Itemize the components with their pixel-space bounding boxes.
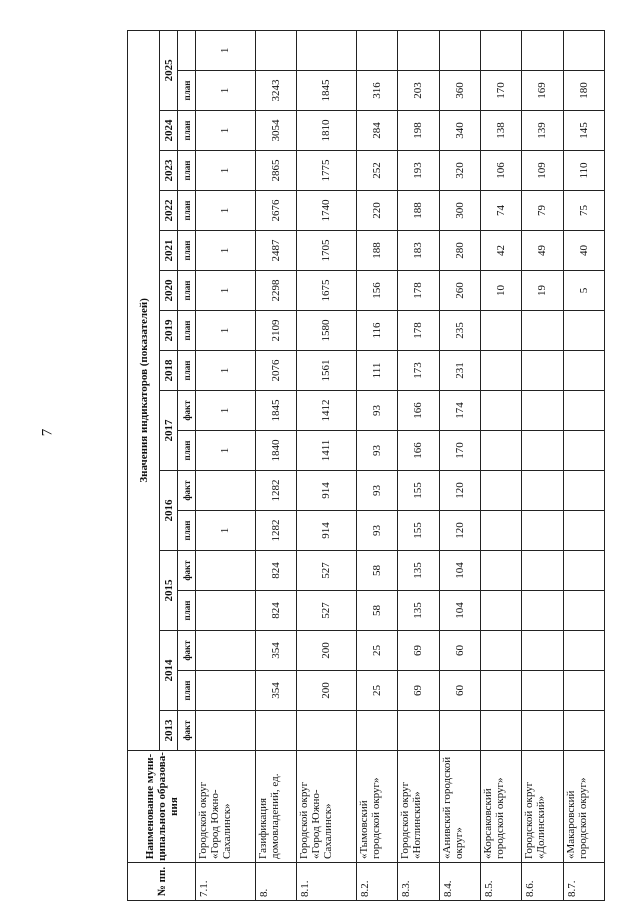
subheader-plan: план bbox=[178, 231, 196, 271]
value-cell bbox=[439, 30, 480, 70]
value-cell: 106 bbox=[480, 151, 521, 191]
value-cell bbox=[480, 391, 521, 431]
value-cell: 284 bbox=[356, 111, 397, 151]
year-2025: 2025 bbox=[160, 30, 178, 110]
value-cell bbox=[480, 591, 521, 631]
value-cell: 1 bbox=[196, 111, 256, 151]
value-cell: 1411 bbox=[297, 431, 357, 471]
value-cell: 1 bbox=[196, 151, 256, 191]
year-2022: 2022 bbox=[160, 191, 178, 231]
value-cell: 914 bbox=[297, 511, 357, 551]
value-cell: 166 bbox=[398, 431, 439, 471]
value-cell: 527 bbox=[297, 591, 357, 631]
value-cell: 231 bbox=[439, 351, 480, 391]
value-cell: 320 bbox=[439, 151, 480, 191]
value-cell: 2676 bbox=[255, 191, 296, 231]
value-cell: 3243 bbox=[255, 71, 296, 111]
row-number: 7.1. bbox=[196, 863, 256, 901]
value-cell bbox=[563, 671, 604, 711]
subheader-fact: факт bbox=[178, 471, 196, 511]
value-cell bbox=[480, 471, 521, 511]
value-cell: 1 bbox=[196, 511, 256, 551]
value-cell bbox=[522, 511, 563, 551]
value-cell: 104 bbox=[439, 591, 480, 631]
value-cell bbox=[255, 30, 296, 70]
value-cell bbox=[480, 711, 521, 751]
value-cell bbox=[563, 391, 604, 431]
value-cell: 340 bbox=[439, 111, 480, 151]
value-cell bbox=[297, 30, 357, 70]
value-cell: 1 bbox=[196, 311, 256, 351]
value-cell: 1 bbox=[196, 351, 256, 391]
value-cell bbox=[563, 30, 604, 70]
value-cell: 1740 bbox=[297, 191, 357, 231]
value-cell: 200 bbox=[297, 671, 357, 711]
value-cell: 169 bbox=[522, 71, 563, 111]
value-cell bbox=[480, 551, 521, 591]
value-cell: 220 bbox=[356, 191, 397, 231]
value-cell: 203 bbox=[398, 71, 439, 111]
value-cell: 360 bbox=[439, 71, 480, 111]
value-cell: 188 bbox=[398, 191, 439, 231]
value-cell bbox=[563, 351, 604, 391]
header-name: Наименование муни-ципального образова-ния bbox=[128, 751, 196, 863]
value-cell: 60 bbox=[439, 631, 480, 671]
value-cell: 1 bbox=[196, 391, 256, 431]
value-cell: 170 bbox=[480, 71, 521, 111]
value-cell bbox=[255, 711, 296, 751]
value-cell bbox=[522, 551, 563, 591]
value-cell bbox=[522, 591, 563, 631]
indicator-table-sheet bbox=[127, 31, 605, 901]
value-cell bbox=[522, 391, 563, 431]
subheader-fact: факт bbox=[178, 631, 196, 671]
value-cell: 1412 bbox=[297, 391, 357, 431]
value-cell: 188 bbox=[356, 231, 397, 271]
subheader-plan: план bbox=[178, 191, 196, 231]
value-cell: 300 bbox=[439, 191, 480, 231]
value-cell: 10 bbox=[480, 271, 521, 311]
value-cell bbox=[196, 711, 256, 751]
subheader-plan: план bbox=[178, 511, 196, 551]
value-cell: 1845 bbox=[297, 71, 357, 111]
row-number: 8.4. bbox=[439, 863, 480, 901]
table-row bbox=[196, 30, 256, 900]
subheader-plan: план bbox=[178, 431, 196, 471]
row-name: Городской округ «Долинский» bbox=[522, 751, 563, 863]
subheader-plan-empty bbox=[178, 30, 196, 70]
value-cell: 824 bbox=[255, 591, 296, 631]
value-cell bbox=[398, 711, 439, 751]
table-row bbox=[356, 30, 397, 900]
row-name: «Анивский городской округ» bbox=[439, 751, 480, 863]
value-cell: 111 bbox=[356, 351, 397, 391]
value-cell: 1810 bbox=[297, 111, 357, 151]
value-cell: 155 bbox=[398, 471, 439, 511]
value-cell: 200 bbox=[297, 631, 357, 671]
value-cell: 2076 bbox=[255, 351, 296, 391]
value-cell bbox=[522, 671, 563, 711]
value-cell: 69 bbox=[398, 671, 439, 711]
table-row bbox=[522, 30, 563, 900]
value-cell: 40 bbox=[563, 231, 604, 271]
value-cell: 280 bbox=[439, 231, 480, 271]
subheader-plan: план bbox=[178, 351, 196, 391]
value-cell: 2865 bbox=[255, 151, 296, 191]
value-cell bbox=[563, 591, 604, 631]
value-cell: 198 bbox=[398, 111, 439, 151]
value-cell: 49 bbox=[522, 231, 563, 271]
value-cell: 74 bbox=[480, 191, 521, 231]
row-name: Газификация домовладений, ед. bbox=[255, 751, 296, 863]
value-cell: 180 bbox=[563, 71, 604, 111]
year-2013: 2013 bbox=[160, 711, 178, 751]
value-cell: 69 bbox=[398, 631, 439, 671]
year-2014: 2014 bbox=[160, 631, 178, 711]
value-cell: 1580 bbox=[297, 311, 357, 351]
value-cell: 166 bbox=[398, 391, 439, 431]
year-2015: 2015 bbox=[160, 551, 178, 631]
value-cell: 824 bbox=[255, 551, 296, 591]
table-row bbox=[480, 30, 521, 900]
value-cell: 1 bbox=[196, 191, 256, 231]
subheader-plan: план bbox=[178, 311, 196, 351]
value-cell: 260 bbox=[439, 271, 480, 311]
value-cell bbox=[356, 30, 397, 70]
subheader-fact: факт bbox=[178, 711, 196, 751]
value-cell: 173 bbox=[398, 351, 439, 391]
year-2023: 2023 bbox=[160, 151, 178, 191]
indicator-table bbox=[127, 30, 605, 901]
year-2018: 2018 bbox=[160, 351, 178, 391]
row-number: 8.1. bbox=[297, 863, 357, 901]
value-cell: 104 bbox=[439, 551, 480, 591]
value-cell: 93 bbox=[356, 431, 397, 471]
value-cell: 135 bbox=[398, 591, 439, 631]
value-cell: 174 bbox=[439, 391, 480, 431]
value-cell: 1 bbox=[196, 71, 256, 111]
value-cell bbox=[522, 431, 563, 471]
table-row bbox=[297, 30, 357, 900]
value-cell: 25 bbox=[356, 671, 397, 711]
value-cell: 93 bbox=[356, 391, 397, 431]
value-cell: 110 bbox=[563, 151, 604, 191]
value-cell bbox=[356, 711, 397, 751]
value-cell bbox=[522, 711, 563, 751]
value-cell: 2298 bbox=[255, 271, 296, 311]
table-body bbox=[196, 30, 605, 900]
year-2019: 2019 bbox=[160, 311, 178, 351]
value-cell: 120 bbox=[439, 471, 480, 511]
value-cell bbox=[480, 631, 521, 671]
value-cell: 1282 bbox=[255, 511, 296, 551]
table-row bbox=[398, 30, 439, 900]
row-name: Городской округ «Город Южно-Сахалинск» bbox=[297, 751, 357, 863]
table-row bbox=[563, 30, 604, 900]
value-cell: 1675 bbox=[297, 271, 357, 311]
header-group-title: Значения индикаторов (показателей) bbox=[128, 30, 160, 750]
value-cell bbox=[398, 30, 439, 70]
value-cell: 252 bbox=[356, 151, 397, 191]
row-number: 8.6. bbox=[522, 863, 563, 901]
value-cell: 183 bbox=[398, 231, 439, 271]
year-2024: 2024 bbox=[160, 111, 178, 151]
value-cell bbox=[563, 511, 604, 551]
value-cell: 193 bbox=[398, 151, 439, 191]
value-cell: 155 bbox=[398, 511, 439, 551]
value-cell: 109 bbox=[522, 151, 563, 191]
value-cell: 170 bbox=[439, 431, 480, 471]
value-cell: 25 bbox=[356, 631, 397, 671]
value-cell: 354 bbox=[255, 631, 296, 671]
value-cell bbox=[297, 711, 357, 751]
value-cell: 1 bbox=[196, 271, 256, 311]
value-cell: 58 bbox=[356, 551, 397, 591]
row-number: 8.2. bbox=[356, 863, 397, 901]
page-number: 7 bbox=[39, 428, 56, 437]
value-cell: 93 bbox=[356, 511, 397, 551]
value-cell: 138 bbox=[480, 111, 521, 151]
value-cell: 116 bbox=[356, 311, 397, 351]
year-2021: 2021 bbox=[160, 231, 178, 271]
value-cell: 75 bbox=[563, 191, 604, 231]
value-cell: 156 bbox=[356, 271, 397, 311]
year-2020: 2020 bbox=[160, 271, 178, 311]
value-cell: 139 bbox=[522, 111, 563, 151]
table-row bbox=[439, 30, 480, 900]
value-cell: 2109 bbox=[255, 311, 296, 351]
value-cell bbox=[563, 711, 604, 751]
value-cell: 527 bbox=[297, 551, 357, 591]
value-cell bbox=[522, 631, 563, 671]
row-number: 8.7. bbox=[563, 863, 604, 901]
value-cell: 354 bbox=[255, 671, 296, 711]
value-cell: 1775 bbox=[297, 151, 357, 191]
subheader-plan: план bbox=[178, 111, 196, 151]
value-cell: 178 bbox=[398, 271, 439, 311]
value-cell: 3054 bbox=[255, 111, 296, 151]
value-cell bbox=[196, 671, 256, 711]
value-cell: 914 bbox=[297, 471, 357, 511]
subheader-plan: план bbox=[178, 151, 196, 191]
value-cell bbox=[563, 551, 604, 591]
value-cell: 1561 bbox=[297, 351, 357, 391]
value-cell: 60 bbox=[439, 671, 480, 711]
row-name: Городской округ «Ноглинский» bbox=[398, 751, 439, 863]
value-cell: 1845 bbox=[255, 391, 296, 431]
value-cell bbox=[522, 311, 563, 351]
row-name: «Тымовский городской округ» bbox=[356, 751, 397, 863]
value-cell bbox=[522, 30, 563, 70]
value-cell bbox=[439, 711, 480, 751]
value-cell: 1 bbox=[196, 231, 256, 271]
value-cell: 1 bbox=[196, 30, 256, 70]
value-cell: 58 bbox=[356, 591, 397, 631]
value-cell bbox=[522, 351, 563, 391]
value-cell bbox=[480, 30, 521, 70]
subheader-plan: план bbox=[178, 671, 196, 711]
value-cell bbox=[480, 511, 521, 551]
value-cell: 1282 bbox=[255, 471, 296, 511]
value-cell bbox=[563, 311, 604, 351]
value-cell bbox=[196, 631, 256, 671]
row-number: 8.5. bbox=[480, 863, 521, 901]
value-cell: 5 bbox=[563, 271, 604, 311]
value-cell: 120 bbox=[439, 511, 480, 551]
value-cell bbox=[480, 671, 521, 711]
subheader-plan: план bbox=[178, 71, 196, 111]
value-cell: 145 bbox=[563, 111, 604, 151]
subheader-plan: план bbox=[178, 271, 196, 311]
value-cell: 79 bbox=[522, 191, 563, 231]
value-cell bbox=[563, 631, 604, 671]
value-cell bbox=[480, 431, 521, 471]
value-cell: 42 bbox=[480, 231, 521, 271]
subheader-fact: факт bbox=[178, 551, 196, 591]
value-cell: 93 bbox=[356, 471, 397, 511]
row-name: Городской округ «Город Южно-Сахалинск» bbox=[196, 751, 256, 863]
subheader-fact: факт bbox=[178, 391, 196, 431]
value-cell bbox=[563, 431, 604, 471]
value-cell: 19 bbox=[522, 271, 563, 311]
value-cell bbox=[196, 471, 256, 511]
table-row bbox=[255, 30, 296, 900]
value-cell: 135 bbox=[398, 551, 439, 591]
value-cell bbox=[480, 351, 521, 391]
value-cell bbox=[522, 471, 563, 511]
row-name: «Корсаковский городской округ» bbox=[480, 751, 521, 863]
value-cell: 1840 bbox=[255, 431, 296, 471]
header-num: № пп. bbox=[128, 863, 196, 901]
value-cell: 316 bbox=[356, 71, 397, 111]
value-cell bbox=[196, 591, 256, 631]
value-cell: 1 bbox=[196, 431, 256, 471]
value-cell bbox=[563, 471, 604, 511]
value-cell: 178 bbox=[398, 311, 439, 351]
subheader-plan: план bbox=[178, 591, 196, 631]
year-2017: 2017 bbox=[160, 391, 178, 471]
value-cell: 1705 bbox=[297, 231, 357, 271]
value-cell: 2487 bbox=[255, 231, 296, 271]
row-name: «Макаровский городской округ» bbox=[563, 751, 604, 863]
year-2016: 2016 bbox=[160, 471, 178, 551]
value-cell bbox=[480, 311, 521, 351]
row-number: 8. bbox=[255, 863, 296, 901]
value-cell: 235 bbox=[439, 311, 480, 351]
row-number: 8.3. bbox=[398, 863, 439, 901]
value-cell bbox=[196, 551, 256, 591]
